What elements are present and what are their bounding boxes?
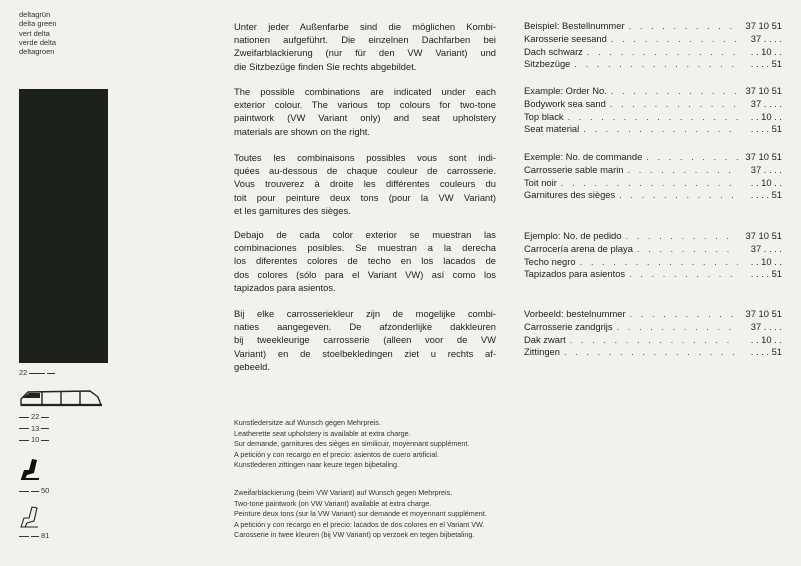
table-row: Carrosserie zandgrijs . . . 37 . . . . (524, 321, 782, 334)
order-example-fr (524, 151, 782, 202)
color-swatch (19, 89, 108, 363)
table-row: Example: Order No. . . . 37 10 51 (524, 85, 782, 98)
table-row: Top black . . . . . 10 . . (524, 111, 782, 124)
color-name-fr: vert delta (19, 28, 50, 38)
note-two-tone: Zweifarblackierung (beim VW Variant) auf Wunsch gegen Mehrpreis. Two-tone paintwork (on VW Variant) available at extra charge. Peinture deux tons (sur la VW Variant) sur demande et moyennant supplément. A petición y con recargo en el precio: lacados de dos colores en el Variant VW. Carosserie in twee kleuren (bij VW Variant) op verzoek en tegen bijbetaling. (234, 488, 487, 539)
order-example-es (524, 230, 782, 281)
table-row: Dach schwarz . . . . . 10 . . (524, 46, 782, 59)
color-name-nl: deltagroen (19, 47, 55, 57)
table-row: Ejemplo: No. de pedido . . . 37 10 51 (524, 230, 782, 243)
paragraph-es: Debajo de cada color exterior se muestran las combinaciones posibles. Se muestran a la derecha los diferentes colores de techo en los lacados de dos colores (sólo para el Variant VW) así como los tapizados para asientos. (234, 229, 496, 293)
table-row: Carrosserie sable marin . . . 37 . . . . (524, 164, 782, 177)
table-row: Exemple: No. de commande . . . 37 10 51 (524, 151, 782, 164)
roof-code-item: 10 (19, 434, 49, 446)
table-row: Toit noir . . . . . 10 . . (524, 177, 782, 190)
roof-code-list (19, 411, 49, 446)
swatch-roof-code: 22 (19, 368, 57, 377)
table-row: Bodywork sea sand . . . 37 . . . . (524, 98, 782, 111)
paragraph-en: The possible combinations are indicated under each exterior colour. The various top colours for two-tone paintwork (VW Variant only) and seat upholstery materials are shown on the right. (234, 86, 496, 137)
table-row: Carrocería arena de playa . . . 37 . . . . (524, 243, 782, 256)
table-row: Beispiel: Bestellnummer . . . 37 10 51 (524, 20, 782, 33)
table-row: Dak zwart . . . . . 10 . . (524, 334, 782, 347)
table-row: Techo negro . . . . . 10 . . (524, 256, 782, 269)
table-row: Karosserie seesand . . . 37 . . . . (524, 33, 782, 46)
table-row: Garnitures des sièges . . . . . . . 51 (524, 189, 782, 202)
color-name-es: verde delta (19, 37, 57, 47)
table-row: Zittingen . . . . . . . 51 (524, 346, 782, 359)
order-example-de (524, 20, 782, 71)
table-row: Seat material . . . . . . . 51 (524, 123, 782, 136)
order-example-en (524, 85, 782, 136)
table-row: Sitzbezüge . . . . . . . 51 (524, 58, 782, 71)
table-row: Vorbeeld: bestelnummer . . . 37 10 51 (524, 308, 782, 321)
color-name-en: delta green (19, 19, 57, 29)
seat-code-81: 81 (19, 531, 49, 540)
roof-code-item: 22 (19, 411, 49, 423)
seat-code-50: 50 (19, 486, 49, 495)
paragraph-nl: Bij elke carrosseriekleur zijn de mogelijke combi- naties aangegeven. De afzonderlijke dakkleuren bij tweekleurige carrosserie (alleen voor de VW Variant) en de stoelbekledingen ziet u rechts af- gebeeld. (234, 308, 496, 372)
paragraph-fr: Toutes les combinaisons possibles vous sont indi- quées au-dessous de chaque couleur de carrosserie. Vous trouverez à droite les différentes couleurs du toit pour peinture deux tons (pour la VW Variant) et les garnitures des sièges. (234, 152, 496, 216)
leatherette-seat-icon (19, 457, 41, 481)
table-row: Tapizados para asientos . . . . . . . 51 (524, 268, 782, 281)
cloth-seat-icon (19, 505, 41, 529)
color-name-de: deltagrün (19, 10, 51, 19)
color-name-list (19, 10, 57, 56)
roof-code-item: 13 (19, 423, 49, 435)
car-roof-icon (18, 388, 104, 408)
order-example-nl (524, 308, 782, 359)
note-leatherette: Kunstledersitze auf Wunsch gegen Mehrpreis. Leatherette seat upholstery is available at extra charge. Sur demande, garnitures des sièges en similicuir, moyennant supplément. A petición y con recargo en el precio: asientos de cuero artificial. Kunstlederen zittingen naar keuze tegen bijbetaling. (234, 418, 470, 469)
paragraph-de: Unter jeder Außenfarbe sind die möglichen Kombi- nationen aufgeführt. Die einzelnen Dachfarben bei Zweifarblackierung (nur für den VW Variant) und die Sitzbezüge finden Sie rechts abgebildet. (234, 21, 496, 72)
